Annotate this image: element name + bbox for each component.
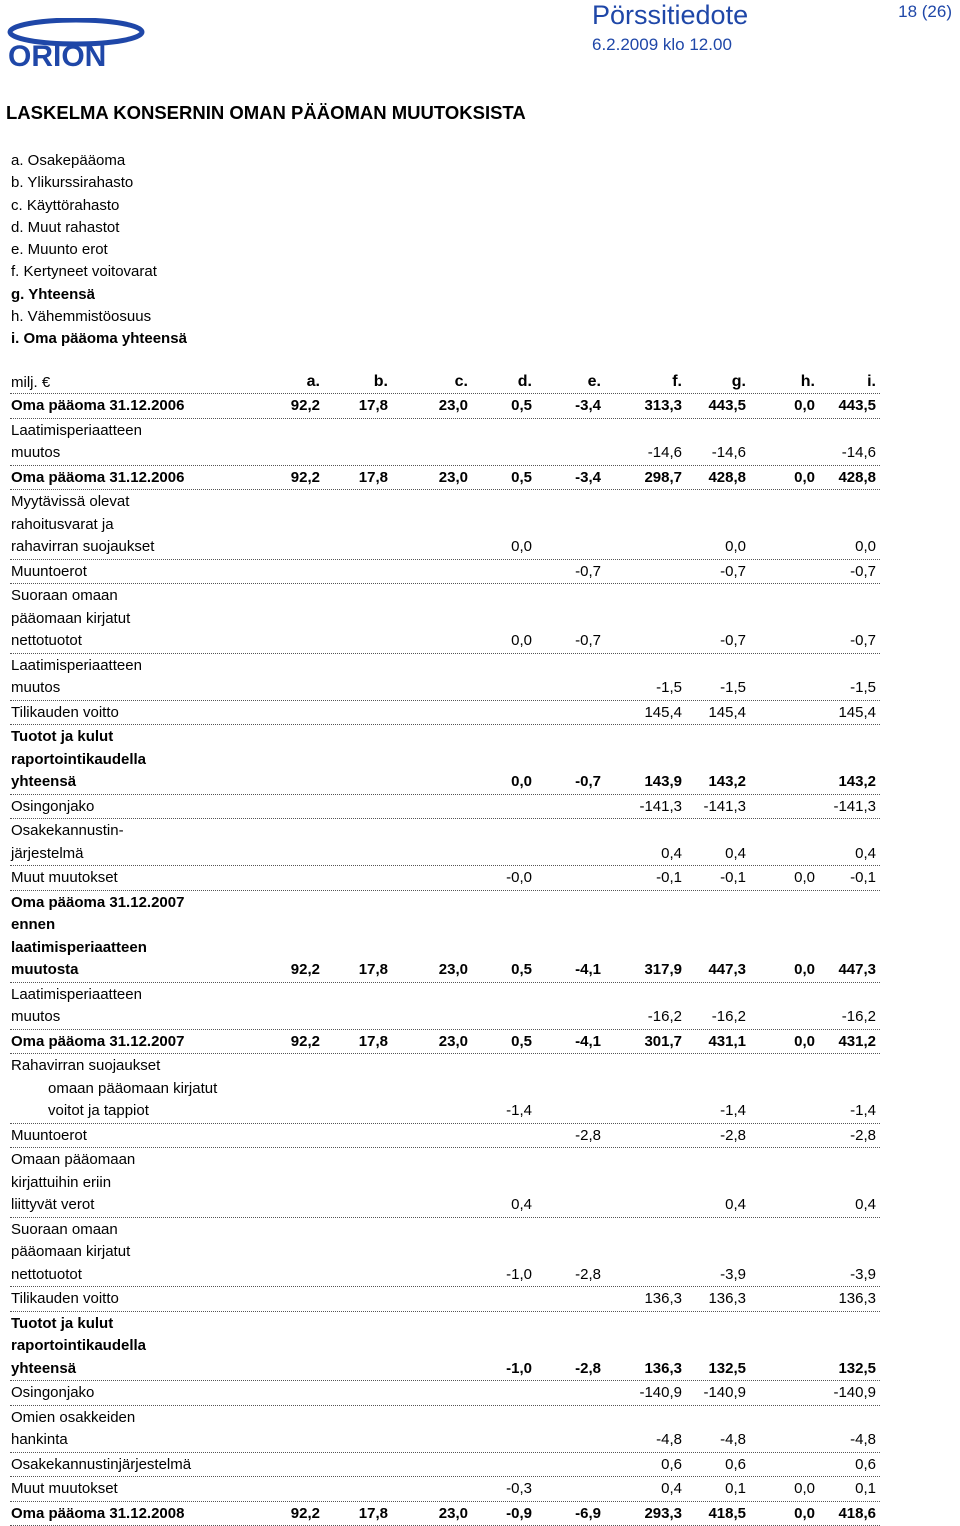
- row-label-line: Oma pääoma 31.12.2008: [10, 1503, 880, 1526]
- table-row: [10, 983, 880, 1030]
- row-label-line: Rahavirran suojaukset: [10, 1055, 880, 1078]
- table-row: [10, 394, 880, 419]
- table-row: [10, 560, 880, 585]
- row-label: [10, 1218, 880, 1287]
- table-cell: 0,6: [855, 1454, 876, 1477]
- table-row: [10, 701, 880, 726]
- legend-item: g. Yhteensä: [11, 284, 187, 306]
- table-cell: 317,9: [644, 959, 682, 982]
- table-cell: 0,5: [511, 959, 532, 982]
- row-label-line: yhteensä: [10, 771, 880, 794]
- table-cell: -2,8: [575, 1264, 601, 1287]
- table-row: [10, 1406, 880, 1453]
- table-cell: -140,9: [703, 1382, 746, 1405]
- table-cell: 443,5: [838, 395, 876, 418]
- legend-item: i. Oma pääoma yhteensä: [11, 328, 187, 350]
- release-date: 6.2.2009 klo 12.00: [592, 35, 732, 55]
- row-label: [10, 1148, 880, 1217]
- table-cell: -0,1: [850, 867, 876, 890]
- legend-item: b. Ylikurssirahasto: [11, 172, 187, 194]
- table-cell: -3,4: [575, 395, 601, 418]
- row-label-line: Suoraan omaan: [10, 585, 880, 608]
- unit-label: milj. €: [11, 374, 50, 391]
- table-cell: -14,6: [712, 442, 746, 465]
- table-row: [10, 891, 880, 983]
- release-title: Pörssitiedote: [592, 0, 748, 31]
- row-label: [10, 1124, 880, 1148]
- legend-item: a. Osakepääoma: [11, 150, 187, 172]
- row-label-line: Muuntoerot: [10, 561, 880, 584]
- row-label-line: Oma pääoma 31.12.2007: [10, 1031, 880, 1054]
- table-header-row: [10, 370, 880, 394]
- table-cell: -3,9: [720, 1264, 746, 1287]
- table-cell: -0,7: [575, 561, 601, 584]
- row-label-line: Omaan pääomaan: [10, 1149, 880, 1172]
- table-cell: -0,1: [656, 867, 682, 890]
- row-label-line: omaan pääomaan kirjatut: [10, 1078, 880, 1101]
- row-label-line: järjestelmä: [10, 843, 880, 866]
- table-cell: 0,0: [794, 1503, 815, 1526]
- row-label-line: Laatimisperiaatteen: [10, 984, 880, 1007]
- table-cell: -4,8: [720, 1429, 746, 1452]
- row-label: [10, 490, 880, 559]
- table-row: [10, 1030, 880, 1055]
- table-cell: 136,3: [838, 1288, 876, 1311]
- column-header: a.: [307, 371, 320, 394]
- table-cell: 0,0: [725, 536, 746, 559]
- column-header: i.: [867, 371, 876, 394]
- table-cell: 447,3: [838, 959, 876, 982]
- row-label-line: kirjattuihin eriin: [10, 1172, 880, 1195]
- table-cell: -2,8: [575, 1358, 601, 1381]
- row-label-line: Muut muutokset: [10, 1478, 880, 1501]
- page-number: 18 (26): [898, 2, 952, 22]
- table-cell: -1,5: [850, 677, 876, 700]
- table-cell: 23,0: [439, 1503, 468, 1526]
- row-label-line: Oma pääoma 31.12.2006: [10, 467, 880, 490]
- row-label-line: Tilikauden voitto: [10, 1288, 880, 1311]
- table-row: [10, 1218, 880, 1288]
- table-cell: 17,8: [359, 1503, 388, 1526]
- row-label: [10, 584, 880, 653]
- table-cell: 0,1: [855, 1478, 876, 1501]
- table-cell: 132,5: [708, 1358, 746, 1381]
- table-cell: 431,2: [838, 1031, 876, 1054]
- row-label: [10, 795, 880, 819]
- table-cell: 17,8: [359, 395, 388, 418]
- row-label-line: Muuntoerot: [10, 1125, 880, 1148]
- table-row: [10, 819, 880, 866]
- row-label-line: muutosta: [10, 959, 880, 982]
- row-label-line: Oma pääoma 31.12.2006: [10, 395, 880, 418]
- row-label: [10, 1477, 880, 1501]
- row-label-line: Myytävissä olevat: [10, 491, 880, 514]
- row-label-line: rahoitusvarat ja: [10, 514, 880, 537]
- table-row: [10, 1502, 880, 1526]
- table-cell: -3,4: [575, 467, 601, 490]
- table-cell: 92,2: [291, 1031, 320, 1054]
- row-label-line: nettotuotot: [10, 630, 880, 653]
- table-row: [10, 1148, 880, 1218]
- table-row: [10, 1054, 880, 1124]
- table-cell: 0,5: [511, 1031, 532, 1054]
- row-label: [10, 819, 880, 865]
- orion-logo: [6, 18, 161, 70]
- table-cell: 136,3: [644, 1288, 682, 1311]
- legend-item: e. Muunto erot: [11, 239, 187, 261]
- row-label-line: rahavirran suojaukset: [10, 536, 880, 559]
- table-cell: 0,6: [725, 1454, 746, 1477]
- row-label: [10, 1381, 880, 1405]
- table-cell: 418,6: [838, 1503, 876, 1526]
- table-cell: 143,2: [708, 771, 746, 794]
- row-label: [10, 654, 880, 700]
- table-cell: 23,0: [439, 467, 468, 490]
- table-cell: 0,0: [794, 867, 815, 890]
- table-cell: 145,4: [838, 702, 876, 725]
- row-label: [10, 1312, 880, 1381]
- table-cell: -14,6: [648, 442, 682, 465]
- table-cell: -0,7: [575, 771, 601, 794]
- table-cell: 17,8: [359, 467, 388, 490]
- table-cell: 92,2: [291, 1503, 320, 1526]
- table-cell: -0,3: [506, 1478, 532, 1501]
- table-cell: -2,8: [850, 1125, 876, 1148]
- table-cell: -16,2: [712, 1006, 746, 1029]
- table-cell: 0,4: [661, 843, 682, 866]
- table-cell: -1,0: [506, 1264, 532, 1287]
- table-cell: -0,7: [850, 630, 876, 653]
- row-label-line: Osakekannustinjärjestelmä: [10, 1454, 880, 1477]
- table-row: [10, 866, 880, 891]
- table-cell: -4,8: [656, 1429, 682, 1452]
- table-cell: 136,3: [644, 1358, 682, 1381]
- row-label: [10, 1054, 880, 1123]
- table-cell: 0,0: [511, 771, 532, 794]
- table-cell: 0,0: [511, 536, 532, 559]
- row-label-line: yhteensä: [10, 1358, 880, 1381]
- table-cell: -2,8: [575, 1125, 601, 1148]
- table-row: [10, 466, 880, 491]
- table-cell: -3,9: [850, 1264, 876, 1287]
- table-row: [10, 419, 880, 466]
- table-cell: -1,4: [506, 1100, 532, 1123]
- table-cell: 0,0: [794, 467, 815, 490]
- table-cell: 418,5: [708, 1503, 746, 1526]
- table-cell: -0,7: [575, 630, 601, 653]
- table-cell: -0,7: [850, 561, 876, 584]
- table-cell: -6,9: [575, 1503, 601, 1526]
- row-label-line: nettotuotot: [10, 1264, 880, 1287]
- table-cell: 0,4: [855, 1194, 876, 1217]
- table-cell: 428,8: [708, 467, 746, 490]
- table-cell: -141,3: [833, 796, 876, 819]
- row-label-line: Suoraan omaan: [10, 1219, 880, 1242]
- column-header: c.: [455, 371, 468, 394]
- column-header: h.: [801, 371, 815, 394]
- column-legend: [11, 150, 187, 351]
- row-label: [10, 983, 880, 1029]
- table-cell: -0,7: [720, 630, 746, 653]
- row-label-line: Tilikauden voitto: [10, 702, 880, 725]
- table-cell: 145,4: [644, 702, 682, 725]
- table-cell: -0,9: [506, 1503, 532, 1526]
- table-cell: 145,4: [708, 702, 746, 725]
- row-label: [10, 725, 880, 794]
- table-cell: -0,0: [506, 867, 532, 890]
- table-cell: -16,2: [648, 1006, 682, 1029]
- row-label-line: Osakekannustin-: [10, 820, 880, 843]
- table-cell: -1,5: [656, 677, 682, 700]
- column-header: d.: [518, 371, 532, 394]
- row-label-line: muutos: [10, 677, 880, 700]
- row-label-line: Omien osakkeiden: [10, 1407, 880, 1430]
- row-label-line: laatimisperiaatteen: [10, 937, 880, 960]
- table-cell: 0,0: [794, 959, 815, 982]
- row-label-line: ennen: [10, 914, 880, 937]
- table-cell: -1,5: [720, 677, 746, 700]
- table-cell: -141,3: [703, 796, 746, 819]
- row-label-line: liittyvät verot: [10, 1194, 880, 1217]
- table-cell: -4,8: [850, 1429, 876, 1452]
- table-cell: -16,2: [842, 1006, 876, 1029]
- table-row: [10, 654, 880, 701]
- table-row: [10, 490, 880, 560]
- equity-changes-table: [10, 370, 880, 1526]
- table-cell: 0,6: [661, 1454, 682, 1477]
- table-cell: -1,0: [506, 1358, 532, 1381]
- row-label-line: Laatimisperiaatteen: [10, 420, 880, 443]
- table-cell: 0,4: [855, 843, 876, 866]
- brand-text: ORION: [8, 40, 106, 70]
- row-label: [10, 1287, 880, 1311]
- table-cell: 0,0: [855, 536, 876, 559]
- table-cell: -14,6: [842, 442, 876, 465]
- table-cell: 92,2: [291, 467, 320, 490]
- row-label-line: Tuotot ja kulut: [10, 726, 880, 749]
- table-cell: -2,8: [720, 1125, 746, 1148]
- row-label-line: raportointikaudella: [10, 1335, 880, 1358]
- table-cell: 23,0: [439, 1031, 468, 1054]
- table-cell: -140,9: [833, 1382, 876, 1405]
- table-cell: 136,3: [708, 1288, 746, 1311]
- column-header: b.: [374, 371, 388, 394]
- table-cell: 428,8: [838, 467, 876, 490]
- table-row: [10, 1287, 880, 1312]
- table-cell: -140,9: [639, 1382, 682, 1405]
- table-row: [10, 1453, 880, 1478]
- document-title: LASKELMA KONSERNIN OMAN PÄÄOMAN MUUTOKSISTA: [6, 102, 526, 124]
- row-label-line: hankinta: [10, 1429, 880, 1452]
- table-cell: 23,0: [439, 395, 468, 418]
- row-label-line: pääomaan kirjatut: [10, 608, 880, 631]
- table-row: [10, 1381, 880, 1406]
- legend-item: h. Vähemmistöosuus: [11, 306, 187, 328]
- row-label-line: Tuotot ja kulut: [10, 1313, 880, 1336]
- table-row: [10, 584, 880, 654]
- row-label: [10, 560, 880, 584]
- table-cell: 301,7: [644, 1031, 682, 1054]
- row-label-line: Osingonjako: [10, 1382, 880, 1405]
- column-header: f.: [672, 371, 682, 394]
- legend-item: c. Käyttörahasto: [11, 195, 187, 217]
- table-cell: 143,2: [838, 771, 876, 794]
- row-label-line: muutos: [10, 442, 880, 465]
- table-cell: 0,4: [725, 1194, 746, 1217]
- row-label-line: pääomaan kirjatut: [10, 1241, 880, 1264]
- table-cell: 293,3: [644, 1503, 682, 1526]
- table-cell: 23,0: [439, 959, 468, 982]
- row-label: [10, 1406, 880, 1452]
- table-cell: 0,0: [794, 395, 815, 418]
- table-cell: 0,4: [511, 1194, 532, 1217]
- table-row: [10, 1312, 880, 1382]
- table-cell: 431,1: [708, 1031, 746, 1054]
- table-cell: 0,5: [511, 395, 532, 418]
- table-cell: 0,0: [511, 630, 532, 653]
- table-cell: 0,1: [725, 1478, 746, 1501]
- row-label-line: Osingonjako: [10, 796, 880, 819]
- row-label-line: Laatimisperiaatteen: [10, 655, 880, 678]
- row-label: [10, 866, 880, 890]
- table-row: [10, 1477, 880, 1502]
- row-label-line: Muut muutokset: [10, 867, 880, 890]
- row-label-line: muutos: [10, 1006, 880, 1029]
- table-cell: -4,1: [575, 1031, 601, 1054]
- table-cell: 0,4: [661, 1478, 682, 1501]
- table-row: [10, 1124, 880, 1149]
- row-label: [10, 701, 880, 725]
- table-row: [10, 795, 880, 820]
- table-cell: 143,9: [644, 771, 682, 794]
- column-header: e.: [588, 371, 601, 394]
- table-cell: 0,4: [725, 843, 746, 866]
- table-cell: 443,5: [708, 395, 746, 418]
- table-cell: 132,5: [838, 1358, 876, 1381]
- table-cell: 92,2: [291, 395, 320, 418]
- table-cell: 92,2: [291, 959, 320, 982]
- table-cell: 0,0: [794, 1478, 815, 1501]
- row-label: [10, 1453, 880, 1477]
- row-label-line: voitot ja tappiot: [10, 1100, 880, 1123]
- table-cell: 17,8: [359, 1031, 388, 1054]
- legend-item: f. Kertyneet voitovarat: [11, 261, 187, 283]
- table-cell: -1,4: [850, 1100, 876, 1123]
- table-cell: -0,1: [720, 867, 746, 890]
- table-cell: -4,1: [575, 959, 601, 982]
- table-cell: 447,3: [708, 959, 746, 982]
- row-label-line: Oma pääoma 31.12.2007: [10, 892, 880, 915]
- table-cell: 0,5: [511, 467, 532, 490]
- table-cell: -1,4: [720, 1100, 746, 1123]
- table-cell: 298,7: [644, 467, 682, 490]
- table-row: [10, 725, 880, 795]
- table-cell: -141,3: [639, 796, 682, 819]
- table-cell: -0,7: [720, 561, 746, 584]
- table-cell: 17,8: [359, 959, 388, 982]
- legend-item: d. Muut rahastot: [11, 217, 187, 239]
- table-cell: 0,0: [794, 1031, 815, 1054]
- row-label: [10, 419, 880, 465]
- column-header: g.: [732, 371, 746, 394]
- row-label-line: raportointikaudella: [10, 749, 880, 772]
- table-cell: 313,3: [644, 395, 682, 418]
